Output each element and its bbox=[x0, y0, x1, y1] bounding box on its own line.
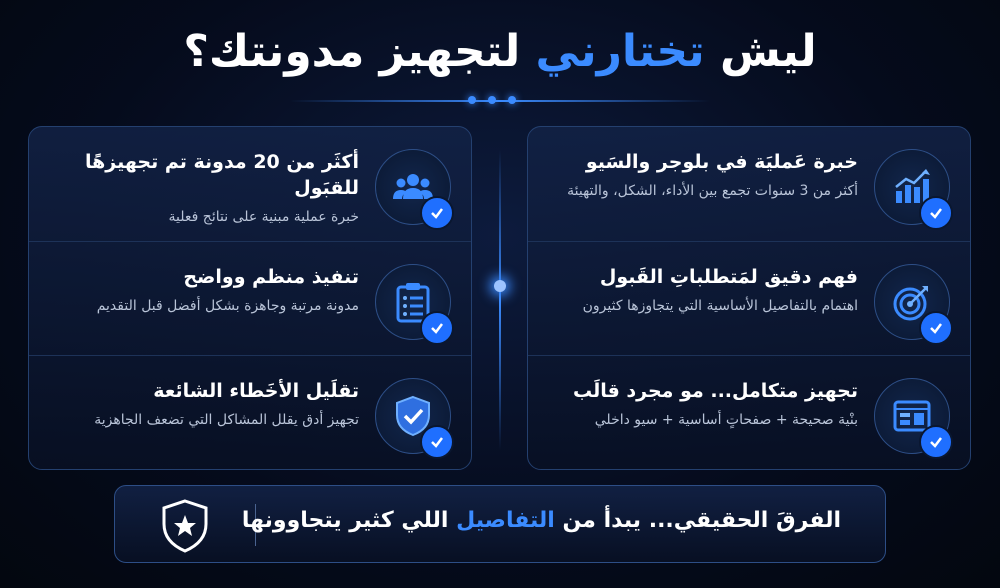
item-desc: بنْية صحيحة + صفحاتٍ أساسية + سيو داخلي bbox=[594, 412, 858, 428]
item-desc: اهتمام بالتفاصيل الأساسية التي يتجاوزها كثيرون bbox=[582, 298, 858, 314]
list-item bbox=[29, 355, 471, 469]
footer-text-part2: اللي كثير يتجاوونها bbox=[241, 508, 457, 533]
title-dots bbox=[468, 96, 516, 104]
item-desc: أكثر من 3 سنوات تجمع بين الأداء، الشكل، والتهيئة bbox=[567, 183, 858, 199]
list-item bbox=[528, 355, 970, 469]
item-title: تقلَيل الأخَطاء الشائعة bbox=[153, 380, 359, 402]
list-item bbox=[528, 127, 970, 241]
item-title: أكثَر من 20 مدونة تم تجهيزهًا للقبَول bbox=[84, 151, 359, 199]
clipboard-icon bbox=[375, 264, 451, 340]
check-badge-icon bbox=[420, 425, 454, 459]
shield-check-icon bbox=[375, 378, 451, 454]
target-icon bbox=[874, 264, 950, 340]
right-panel bbox=[527, 126, 971, 470]
item-title: خبرة عَمليَة في بلوجر والسَيو bbox=[585, 151, 858, 173]
users-icon bbox=[375, 149, 451, 225]
footer-text bbox=[242, 508, 841, 533]
item-title: تنفيذ منظم وواضح bbox=[183, 266, 359, 288]
item-desc: خبرة عملية مبنية على نتائج فعلية bbox=[168, 209, 359, 225]
title-accent: تختارني bbox=[535, 26, 705, 77]
left-panel bbox=[28, 126, 472, 470]
page-title bbox=[0, 26, 1000, 77]
chart-growth-icon bbox=[874, 149, 950, 225]
item-desc: مدونة مرتبة وجاهزة بشكل أفضل قبل التقديم bbox=[96, 298, 359, 314]
check-badge-icon bbox=[919, 311, 953, 345]
title-part2: لتجهيز مدونتك؟ bbox=[183, 26, 536, 77]
footer-banner bbox=[114, 485, 886, 563]
footer-text-part1: الفرقَ الحقيقي... يبدأ من bbox=[554, 508, 841, 533]
footer-text-accent: التفاصيل bbox=[456, 508, 555, 533]
list-item bbox=[29, 241, 471, 355]
item-title: تجهيز متكامل... مو مجرد قالَب bbox=[572, 380, 858, 402]
check-badge-icon bbox=[420, 311, 454, 345]
list-item bbox=[528, 241, 970, 355]
shield-star-icon bbox=[159, 498, 211, 558]
check-badge-icon bbox=[919, 196, 953, 230]
check-badge-icon bbox=[420, 196, 454, 230]
check-badge-icon bbox=[919, 425, 953, 459]
center-divider bbox=[499, 150, 501, 450]
list-item bbox=[29, 127, 471, 241]
item-title: فهم دقيق لمَتطلباتِ القَبول bbox=[599, 266, 858, 288]
layout-icon bbox=[874, 378, 950, 454]
title-part1: ليش bbox=[704, 26, 817, 77]
item-desc: تجهيز أدق يقلل المشاكل التي تضعف الجاهزية bbox=[94, 412, 359, 428]
center-spark bbox=[494, 280, 506, 292]
